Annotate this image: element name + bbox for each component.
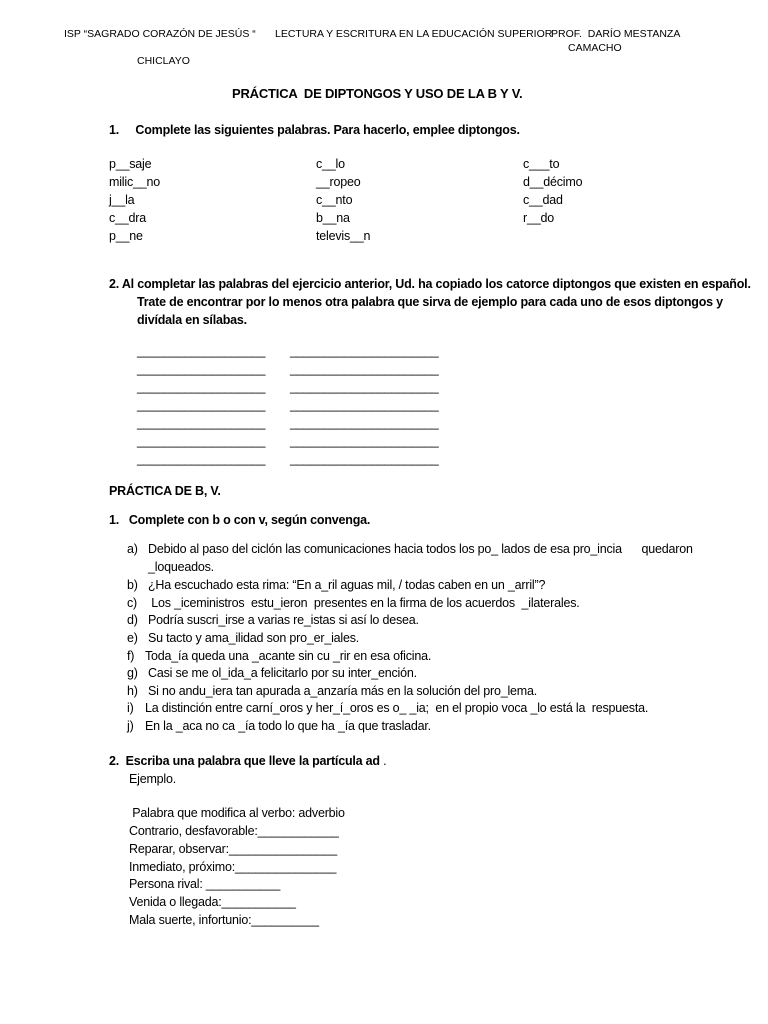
item-letter: d) [127, 613, 138, 627]
blank-left[interactable]: ___________________ [137, 344, 266, 358]
item-letter: f) [127, 649, 135, 663]
word-item: c___to [523, 157, 560, 171]
item-letter: h) [127, 684, 138, 698]
blank-left[interactable]: ___________________ [137, 398, 266, 412]
blank-right[interactable]: ______________________ [290, 344, 439, 358]
item-letter: a) [127, 542, 138, 556]
word-item: c__dad [523, 193, 563, 207]
header-institution: ISP “SAGRADO CORAZÓN DE JESÚS “ [64, 28, 256, 40]
item-text: Los _iceministros estu_ieron presentes en la firma de los acuerdos _ilaterales. [148, 596, 580, 610]
bv-question-2 [109, 754, 386, 768]
example-label: Ejemplo. [129, 772, 177, 786]
ad-line: Mala suerte, infortunio:__________ [129, 913, 319, 927]
word-item: p__ne [109, 229, 143, 243]
word-item: p__saje [109, 157, 152, 171]
section2-line-3: divídala en sílabas. [137, 313, 247, 327]
item-letter: b) [127, 578, 138, 592]
item-text: Debido al paso del ciclón las comunicaciones hacia todos los po_ lados de esa pro_incia quedaron [148, 542, 693, 556]
word-item: televis__n [316, 229, 371, 243]
word-item: d__décimo [523, 175, 583, 189]
item-text: Su tacto y ama_ilidad son pro_er_iales. [148, 631, 360, 645]
blank-left[interactable]: ___________________ [137, 362, 266, 376]
ad-line: Palabra que modifica al verbo: adverbio [129, 806, 345, 820]
section2-line-2: Trate de encontrar por lo menos otra palabra que sirva de ejemplo para cada uno de esos diptongos y [137, 295, 723, 309]
question-2-tail: . [379, 754, 387, 768]
header-professor-surname: CAMACHO [568, 42, 622, 54]
ad-line: Persona rival: ___________ [129, 877, 281, 891]
word-item: __ropeo [316, 175, 361, 189]
item-text: ¿Ha escuchado esta rima: “En a_ril aguas mil, / todas caben en un _arril”? [148, 578, 546, 592]
ad-line: Venida o llegada:___________ [129, 895, 296, 909]
ad-line: Inmediato, próximo:_______________ [129, 860, 337, 874]
header-course: LECTURA Y ESCRITURA EN LA EDUCACIÓN SUPERIOR [275, 28, 553, 40]
blank-right[interactable]: ______________________ [290, 434, 439, 448]
word-item: b__na [316, 211, 350, 225]
word-item: c__nto [316, 193, 353, 207]
blank-right[interactable]: ______________________ [290, 416, 439, 430]
word-item: r__do [523, 211, 554, 225]
header-city: CHICLAYO [137, 55, 190, 67]
item-text: En la _aca no ca _ía todo lo que ha _ía que trasladar. [145, 719, 431, 733]
section2-line-1: 2. Al completar las palabras del ejercicio anterior, Ud. ha copiado los catorce diptongos que existen en español. [109, 277, 751, 291]
word-item: j__la [109, 193, 135, 207]
item-letter: i) [127, 701, 134, 715]
blank-right[interactable]: ______________________ [290, 362, 439, 376]
item-text: Si no andu_iera tan apurada a_anzaría más en la solución del pro_lema. [148, 684, 538, 698]
ad-line: Contrario, desfavorable:____________ [129, 824, 339, 838]
page-title: PRÁCTICA DE DIPTONGOS Y USO DE LA B Y V. [232, 86, 523, 101]
blank-left[interactable]: ___________________ [137, 452, 266, 466]
ad-line: Reparar, observar:________________ [129, 842, 337, 856]
item-letter: g) [127, 666, 138, 680]
item-text: Toda_ía queda una _acante sin cu _rir en esa oficina. [145, 649, 432, 663]
item-text: Podría suscri_irse a varias re_istas si así lo desea. [148, 613, 419, 627]
word-item: c__lo [316, 157, 345, 171]
blank-left[interactable]: ___________________ [137, 434, 266, 448]
blank-left[interactable]: ___________________ [137, 380, 266, 394]
header-professor: PROF. DARÍO MESTANZA [551, 28, 681, 40]
bv-question-1: 1. Complete con b o con v, según convenga. [109, 513, 371, 527]
question-2-text: 2. Escriba una palabra que lleve la partícula ad [109, 754, 380, 768]
blank-right[interactable]: ______________________ [290, 452, 439, 466]
section1-heading: 1. Complete las siguientes palabras. Para hacerlo, emplee diptongos. [109, 123, 520, 137]
item-letter: c) [127, 596, 138, 610]
item-letter: j) [127, 719, 134, 733]
item-text: _loqueados. [148, 560, 214, 574]
blank-right[interactable]: ______________________ [290, 380, 439, 394]
word-item: c__dra [109, 211, 147, 225]
blank-left[interactable]: ___________________ [137, 416, 266, 430]
item-text: Casi se me ol_ida_a felicitarlo por su inter_ención. [148, 666, 417, 680]
item-letter: e) [127, 631, 138, 645]
word-item: milic__no [109, 175, 161, 189]
blank-right[interactable]: ______________________ [290, 398, 439, 412]
item-text: La distinción entre carní_oros y her_í_oros es o_ _ia; en el propio voca _lo está la respuesta. [145, 701, 649, 715]
bv-heading: PRÁCTICA DE B, V. [109, 484, 221, 498]
